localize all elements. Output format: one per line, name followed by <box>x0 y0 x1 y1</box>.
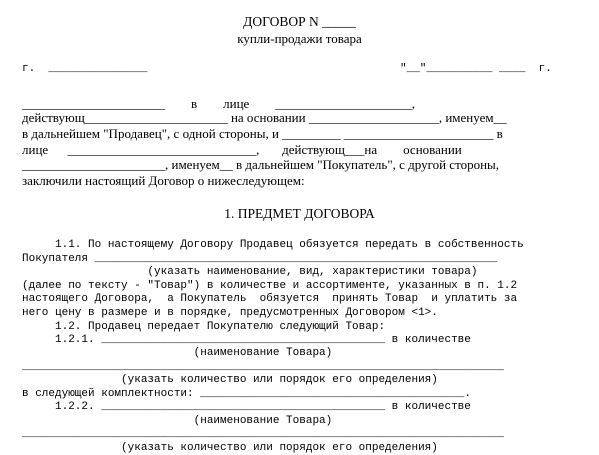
clause-line: 1.2. Продавец передает Покупателю следующий Товар: <box>22 321 386 333</box>
section-heading: 1. ПРЕДМЕТ ДОГОВОРА <box>224 206 375 221</box>
clause-line: настоящего Договора, а Покупатель обязуется принять Товар и уплатить за <box>22 293 518 305</box>
clause-line: в следующей комплектности: ________________________________________. <box>22 388 471 400</box>
parties-line: в дальнейшем "Продавец", с одной стороны, и _________ _______________________ в <box>22 126 503 141</box>
parties-line: действующ______________________ на основании ____________________, именуем__ <box>22 110 507 125</box>
clause-line: Покупателя _____________________________________________________________ <box>22 253 498 265</box>
city-field: г. _______________ <box>22 63 148 75</box>
clause-hint: (указать количество или порядок его определения) <box>22 374 438 386</box>
parties-line: ______________________, именуем__ в дальнейшем "Покупатель", с другой стороны, <box>22 157 500 172</box>
clause-line: 1.1. По настоящему Договору Продавец обязуется передать в собственность <box>22 239 524 251</box>
clause-line: 1.2.1. ___________________________________________ в количестве <box>22 334 471 346</box>
clause-hint: (указать наименование, вид, характеристики товара) <box>22 266 478 278</box>
document-subtitle: купли-продажи товара <box>237 31 362 46</box>
parties-line: ______________________ в лице _____________________, <box>22 96 416 111</box>
clause-line: (далее по тексту - "Товар") в количестве и ассортименте, указанных в п. 1.2 <box>22 280 518 292</box>
parties-line: заключили настоящий Договор о нижеследующем: <box>22 173 305 188</box>
date-field: "__"__________ ____ г. <box>400 63 552 75</box>
clause-line: _________________________________________________________________________ <box>22 361 504 373</box>
clause-hint: (указать количество или порядок его определения) <box>22 442 438 454</box>
clause-hint: (наименование Товара) <box>22 347 333 359</box>
clause-line: _________________________________________________________________________ <box>22 428 504 440</box>
clause-line: него цену в размере и в порядке, предусмотренных Договором <1>. <box>22 307 438 319</box>
document-title: ДОГОВОР N _____ <box>243 14 356 29</box>
parties-line: лице _____________________________, действующ___на основании <box>22 142 462 157</box>
clause-hint: (наименование Товара) <box>22 415 333 427</box>
clause-line: 1.2.2. ___________________________________________ в количестве <box>22 401 471 413</box>
